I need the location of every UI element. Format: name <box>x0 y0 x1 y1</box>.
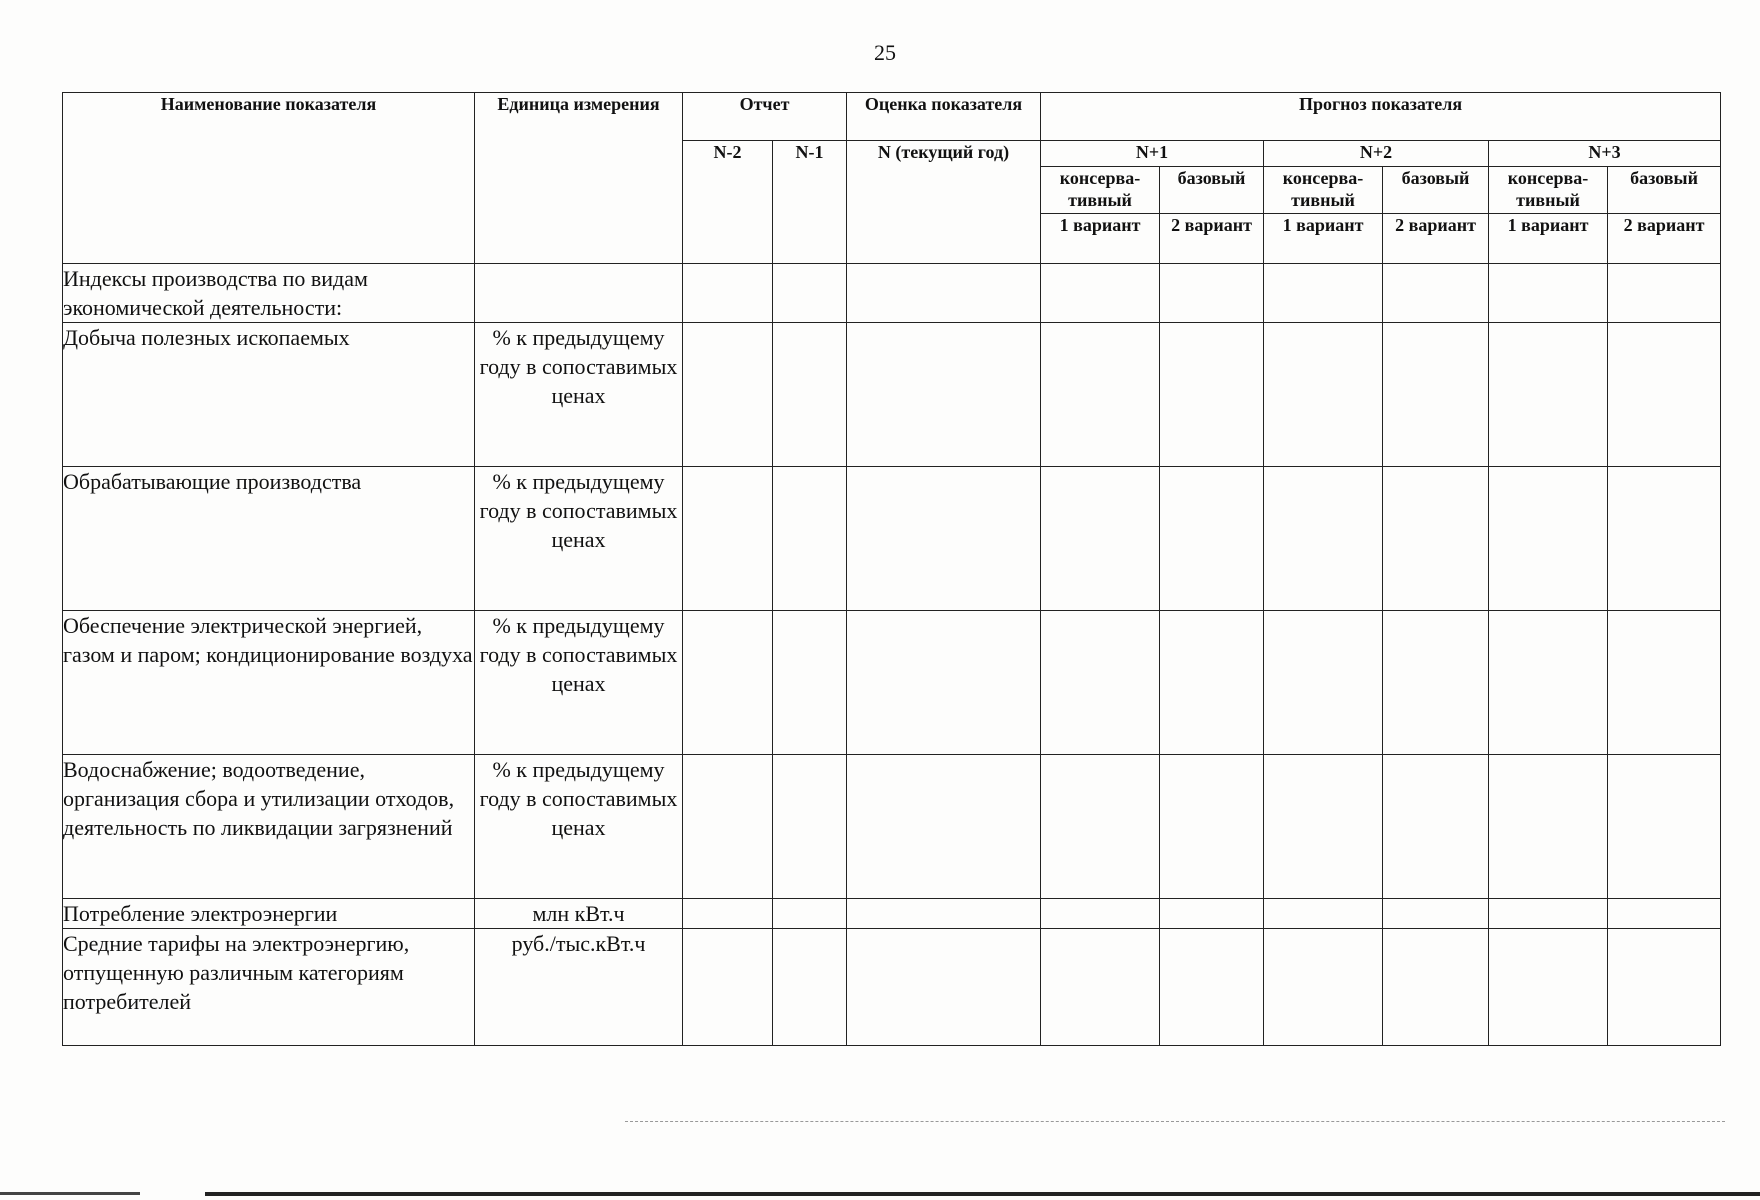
empty-cell <box>1264 755 1383 899</box>
scan-divider-line <box>625 1121 1725 1122</box>
empty-cell <box>847 611 1041 755</box>
empty-cell <box>1608 611 1721 755</box>
header-report: Отчет <box>683 93 847 141</box>
empty-cell <box>1383 611 1489 755</box>
empty-cell <box>1160 929 1264 1046</box>
empty-cell <box>773 264 847 323</box>
empty-cell <box>1160 611 1264 755</box>
header-variant-2: 2 вариант <box>1383 214 1489 264</box>
page-number: 25 <box>874 40 896 65</box>
empty-cell <box>1041 899 1160 929</box>
empty-cell <box>683 755 773 899</box>
row-indicator-name: Добыча полезных ископаемых <box>63 323 475 467</box>
row-indicator-name: Потребление электроэнергии <box>63 899 475 929</box>
table-row <box>63 264 1721 323</box>
empty-cell <box>1264 467 1383 611</box>
empty-cell <box>773 755 847 899</box>
table-row <box>63 899 1721 929</box>
empty-cell <box>1041 929 1160 1046</box>
empty-cell <box>1264 264 1383 323</box>
empty-cell <box>1608 264 1721 323</box>
header-n-plus-2: N+2 <box>1264 141 1489 167</box>
empty-cell <box>683 929 773 1046</box>
empty-cell <box>847 323 1041 467</box>
empty-cell <box>847 755 1041 899</box>
table-row <box>63 323 1721 467</box>
empty-cell <box>1489 264 1608 323</box>
header-n-plus-1: N+1 <box>1041 141 1264 167</box>
empty-cell <box>1264 323 1383 467</box>
table-row <box>63 755 1721 899</box>
empty-cell <box>1489 611 1608 755</box>
empty-cell <box>1041 611 1160 755</box>
header-conservative: консерва-тивный <box>1264 167 1383 214</box>
empty-cell <box>847 929 1041 1046</box>
header-indicator-name: Наименование показателя <box>63 93 475 264</box>
empty-cell <box>773 467 847 611</box>
empty-cell <box>1489 755 1608 899</box>
empty-cell <box>1160 323 1264 467</box>
table-row <box>63 611 1721 755</box>
header-n-current-year: N (текущий год) <box>847 141 1041 264</box>
empty-cell <box>1383 755 1489 899</box>
empty-cell <box>683 323 773 467</box>
empty-cell <box>1489 467 1608 611</box>
empty-cell <box>773 611 847 755</box>
empty-cell <box>1160 264 1264 323</box>
header-variant-2: 2 вариант <box>1608 214 1721 264</box>
table-row <box>63 467 1721 611</box>
row-unit: % к предыдущему году в сопоставимых ценах <box>475 467 683 611</box>
empty-cell <box>773 323 847 467</box>
header-conservative: консерва-тивный <box>1041 167 1160 214</box>
row-unit: % к предыдущему году в сопоставимых ценах <box>475 611 683 755</box>
header-estimate: Оценка показателя <box>847 93 1041 141</box>
empty-cell <box>1041 323 1160 467</box>
empty-cell <box>1160 755 1264 899</box>
row-indicator-name: Водоснабжение; водоотведение, организация сбора и утилизации отходов, деятельность по ликвидации загрязнений <box>63 755 475 899</box>
header-basic: базовый <box>1608 167 1721 214</box>
header-n-minus-1: N-1 <box>773 141 847 264</box>
header-variant-1: 1 вариант <box>1264 214 1383 264</box>
header-n-minus-2: N-2 <box>683 141 773 264</box>
empty-cell <box>1041 467 1160 611</box>
row-indicator-name: Индексы производства по видам экономической деятельности: <box>63 264 475 323</box>
empty-cell <box>1383 323 1489 467</box>
row-indicator-name: Обеспечение электрической энергией, газом и паром; кондиционирование воздуха <box>63 611 475 755</box>
empty-cell <box>683 611 773 755</box>
empty-cell <box>1383 929 1489 1046</box>
header-conservative: консерва-тивный <box>1489 167 1608 214</box>
empty-cell <box>1489 323 1608 467</box>
header-n-plus-3: N+3 <box>1489 141 1721 167</box>
row-unit: % к предыдущему году в сопоставимых ценах <box>475 755 683 899</box>
empty-cell <box>1608 929 1721 1046</box>
empty-cell <box>1608 323 1721 467</box>
empty-cell <box>1489 929 1608 1046</box>
empty-cell <box>1608 467 1721 611</box>
empty-cell <box>1489 899 1608 929</box>
table-row <box>63 929 1721 1046</box>
empty-cell <box>1160 467 1264 611</box>
scan-edge-line <box>205 1192 1760 1196</box>
empty-cell <box>683 264 773 323</box>
empty-cell <box>1383 264 1489 323</box>
row-unit: руб./тыс.кВт.ч <box>475 929 683 1046</box>
empty-cell <box>1608 899 1721 929</box>
row-indicator-name: Средние тарифы на электроэнергию, отпущенную различным категориям потребителей <box>63 929 475 1046</box>
row-indicator-name: Обрабатывающие производства <box>63 467 475 611</box>
empty-cell <box>683 899 773 929</box>
empty-cell <box>683 467 773 611</box>
empty-cell <box>1264 929 1383 1046</box>
header-unit: Единица измерения <box>475 93 683 264</box>
header-forecast: Прогноз показателя <box>1041 93 1721 141</box>
header-basic: базовый <box>1160 167 1264 214</box>
empty-cell <box>1608 755 1721 899</box>
header-basic: базовый <box>1383 167 1489 214</box>
empty-cell <box>773 899 847 929</box>
empty-cell <box>847 467 1041 611</box>
scan-edge-line <box>0 1192 140 1195</box>
empty-cell <box>847 264 1041 323</box>
header-variant-1: 1 вариант <box>1489 214 1608 264</box>
empty-cell <box>847 899 1041 929</box>
header-variant-2: 2 вариант <box>1160 214 1264 264</box>
empty-cell <box>1264 899 1383 929</box>
row-unit <box>475 264 683 323</box>
empty-cell <box>1264 611 1383 755</box>
row-unit: % к предыдущему году в сопоставимых ценах <box>475 323 683 467</box>
empty-cell <box>1041 755 1160 899</box>
empty-cell <box>1041 264 1160 323</box>
row-unit: млн кВт.ч <box>475 899 683 929</box>
empty-cell <box>1160 899 1264 929</box>
header-variant-1: 1 вариант <box>1041 214 1160 264</box>
indicator-form-table <box>62 92 1721 1046</box>
empty-cell <box>1383 467 1489 611</box>
empty-cell <box>1383 899 1489 929</box>
empty-cell <box>773 929 847 1046</box>
